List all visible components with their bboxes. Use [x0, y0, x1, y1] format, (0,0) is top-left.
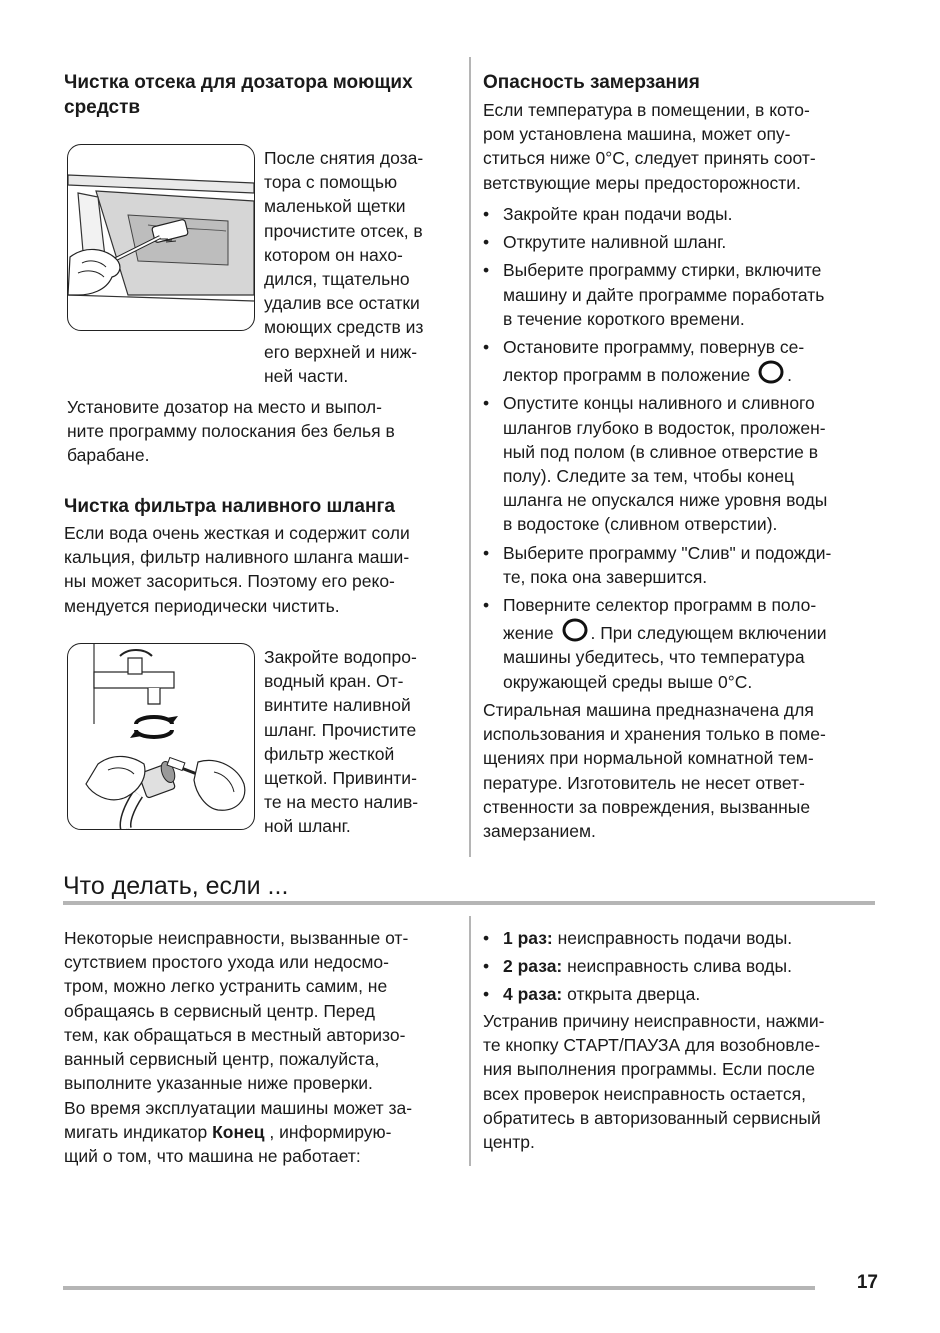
- blink-count: 4 раза:: [503, 984, 563, 1005]
- blink-codes-list: [483, 926, 883, 1007]
- end-indicator-text-post: , информирую- щий о том, что машина не работает:: [64, 1122, 392, 1167]
- dispenser-cleaning-illustration: [67, 144, 255, 331]
- list-item: [483, 335, 883, 387]
- end-indicator-text: [64, 1096, 464, 1169]
- heading-frost-danger: Опасность замерзания: [483, 72, 700, 93]
- hose-filter-illustration: [67, 643, 255, 830]
- list-item-text: лектор программ в положение: [503, 365, 751, 386]
- heading-dispenser-cleaning: Чистка отсека для дозатора моющих средств: [64, 72, 413, 118]
- column-divider-bottom: [469, 916, 471, 1166]
- column-divider-top: [469, 57, 471, 857]
- hose-filter-intro: Если вода очень жесткая и содержит соли кальция, фильтр наливного шланга маши- ны может засориться. Поэтому его реко- мендуется периодически чистить.: [64, 523, 410, 616]
- list-item-text: Остановите программу, повернув се-: [503, 337, 805, 358]
- list-item: [483, 982, 883, 1006]
- blink-meaning: открыта дверца.: [562, 984, 701, 1005]
- blink-count: 1 раз:: [503, 928, 553, 948]
- footer-rule: [63, 1286, 815, 1290]
- heading-hose-filter: Чистка фильтра наливного шланга: [64, 496, 395, 517]
- circle-icon: [561, 617, 589, 643]
- faucet-filter-drawing: [68, 644, 254, 829]
- dispenser-after-text: Установите дозатор на место и выпол- ните программу полоскания без белья в барабане.: [67, 397, 395, 466]
- rotate-arrows-icon: [130, 716, 178, 738]
- list-item: • Открутите наливной шланг.: [483, 230, 883, 254]
- troubleshoot-outro: Устранив причину неисправности, нажми- те кнопку СТАРТ/ПАУЗА для возобновле- ния выполнения программы. Если после всех проверок неисправность остается, обратитесь в авторизованный сервисный центр.: [483, 1011, 825, 1153]
- blink-meaning: неисправность слива воды.: [562, 956, 792, 977]
- list-item-text: машины убедитесь, что температура окружающей среды выше 0°C.: [503, 647, 805, 692]
- list-item-text: . При следующем включении: [590, 623, 827, 644]
- list-item-text: Поверните селектор программ в поло-: [503, 595, 817, 616]
- troubleshoot-intro: Некоторые неисправности, вызванные от- сутствием простого ухода или недосмо- тром, можно легко устранить самим, не обращаясь в сервисный центр. Перед тем, как обращаться в местный авторизо- ванный сервисный центр, пожалуйста, выполните указанные ниже проверки.: [64, 928, 409, 1094]
- dispenser-side-text: После снятия доза- тора с помощью маленькой щетки прочистите отсек, в котором он нахо- дился, тщательно удалив все остатки моющих средств из его верхней и ниж- ней части.: [264, 148, 424, 386]
- list-item: [483, 593, 883, 694]
- list-item: [483, 926, 883, 950]
- list-item-text: .: [787, 365, 792, 386]
- list-item-text: жение: [503, 623, 554, 644]
- hose-filter-side-text: Закройте водопро- водный кран. От- винтите наливной шланг. Прочистите фильтр жесткой щеткой. Привинти- те на место налив- ной шланг.: [264, 647, 419, 837]
- list-item: • Закройте кран подачи воды.: [483, 202, 883, 226]
- list-item: [483, 954, 883, 978]
- frost-steps-list: [483, 202, 883, 694]
- circle-icon: [757, 359, 785, 385]
- end-indicator-text-pre: Во время эксплуатации машины может за- мигать индикатор: [64, 1098, 413, 1143]
- section-title: Что делать, если ...: [63, 872, 289, 900]
- blink-meaning: неисправность подачи воды.: [552, 928, 793, 948]
- blink-count: 2 раза:: [503, 956, 563, 977]
- dispenser-brush-drawing: [68, 145, 254, 330]
- section-title-rule: [63, 901, 875, 905]
- frost-outro: Стиральная машина предназначена для использования и хранения только в поме- щениях при нормальной комнатной тем- пературе. Изготовитель не несет ответ- ственности за повреждения, вызванные замерзанием.: [483, 700, 826, 842]
- list-item: • Выберите программу "Слив" и подожди- те, пока она завершится.: [483, 541, 883, 589]
- frost-intro: Если температура в помещении, в кото- ром установлена машина, может опу- ститься ниже 0°C, следует принять соот- ветствующие меры предосторожности.: [483, 100, 816, 193]
- list-item: • Выберите программу стирки, включите машину и дайте программе поработать в течение короткого времени.: [483, 258, 883, 331]
- end-indicator-label: Конец: [212, 1122, 265, 1143]
- list-item: • Опустите концы наливного и сливного шлангов глубоко в водосток, проложен- ный под полом (в сливное отверстие в полу). Следите за тем, чтобы конец шланга не опускался ниже уровня воды в водостоке (сливном отверстии).: [483, 391, 883, 536]
- page-number: 17: [856, 1272, 878, 1293]
